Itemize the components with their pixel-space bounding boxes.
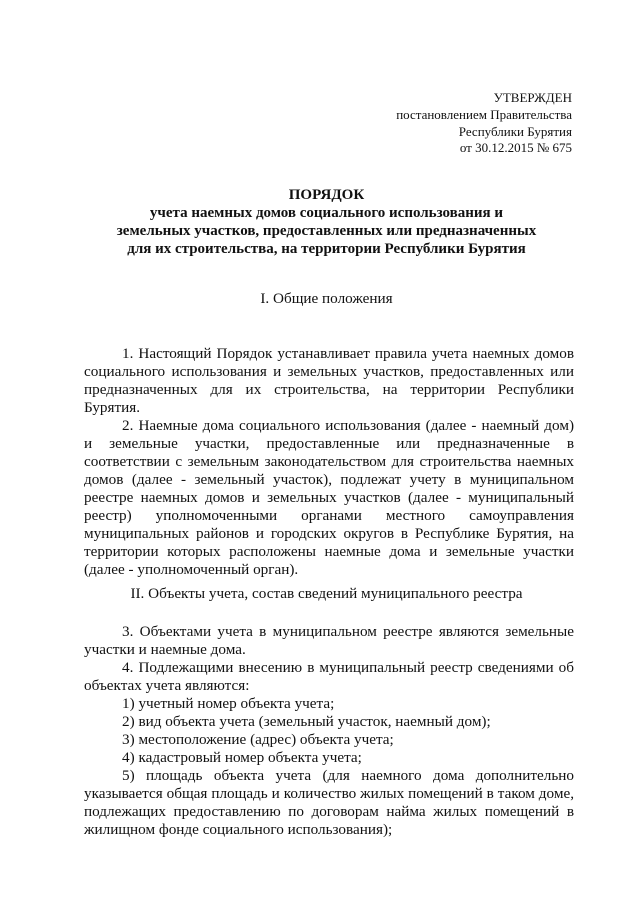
- list-item: 1) учетный номер объекта учета;: [122, 695, 335, 712]
- approval-line-resolution: постановлением Правительства: [396, 106, 572, 122]
- approval-line-date-number: от 30.12.2015 № 675: [459, 140, 572, 156]
- title-line-1: ПОРЯДОК: [288, 187, 365, 203]
- paragraph-4: 4. Подлежащими внесению в муниципальный реестр сведениями об объектах учета являются:: [84, 659, 574, 694]
- title-line-4: для их строительства, на территории Республики Бурятия: [127, 241, 526, 257]
- section-heading-general: I. Общие положения: [260, 290, 393, 307]
- approval-line-approved: УТВЕРЖДЕН: [493, 90, 572, 105]
- list-item: 3) местоположение (адрес) объекта учета;: [122, 731, 394, 748]
- document-title: [80, 186, 573, 258]
- section-heading-objects: II. Объекты учета, состав сведений муниципального реестра: [130, 585, 523, 602]
- list-item: 4) кадастровый номер объекта учета;: [122, 749, 362, 766]
- approval-stamp: [380, 90, 572, 157]
- paragraph-3: 3. Объектами учета в муниципальном реестре являются земельные участки и наемные дома.: [84, 623, 574, 658]
- paragraph-1: 1. Настоящий Порядок устанавливает правила учета наемных домов социального использования и земельных участков, предоставленных или предназначенных для их строительства, на территории Республики Бурятия.: [84, 345, 574, 416]
- title-line-3: земельных участков, предоставленных или предназначенных: [116, 223, 537, 239]
- paragraph-2: 2. Наемные дома социального использования (далее - наемный дом) и земельные участки, предоставленные или предназначенные в соответствии с земельным законодательством для строительства наемных домов (далее - земельный участок), подлежат учету в муниципальном реестре наемных домов и земельных участков (далее - муниципальный реестр) уполномоченными органами местного самоуправления муниципальных районов и городских округов в Республике Бурятия, на территории которых расположены наемные дома и земельные участки (далее - уполномоченный орган).: [84, 417, 574, 578]
- approval-line-republic: Республики Бурятия: [458, 123, 572, 139]
- paragraph-5: 5) площадь объекта учета (для наемного дома дополнительно указывается общая площадь и количество жилых помещений в таком доме, подлежащих предоставлению по договорам найма жилых помещений в жилищном фонде социального использования);: [84, 767, 574, 838]
- title-line-2: учета наемных домов социального использования и: [149, 205, 504, 221]
- list-item: 2) вид объекта учета (земельный участок, наемный дом);: [122, 713, 491, 730]
